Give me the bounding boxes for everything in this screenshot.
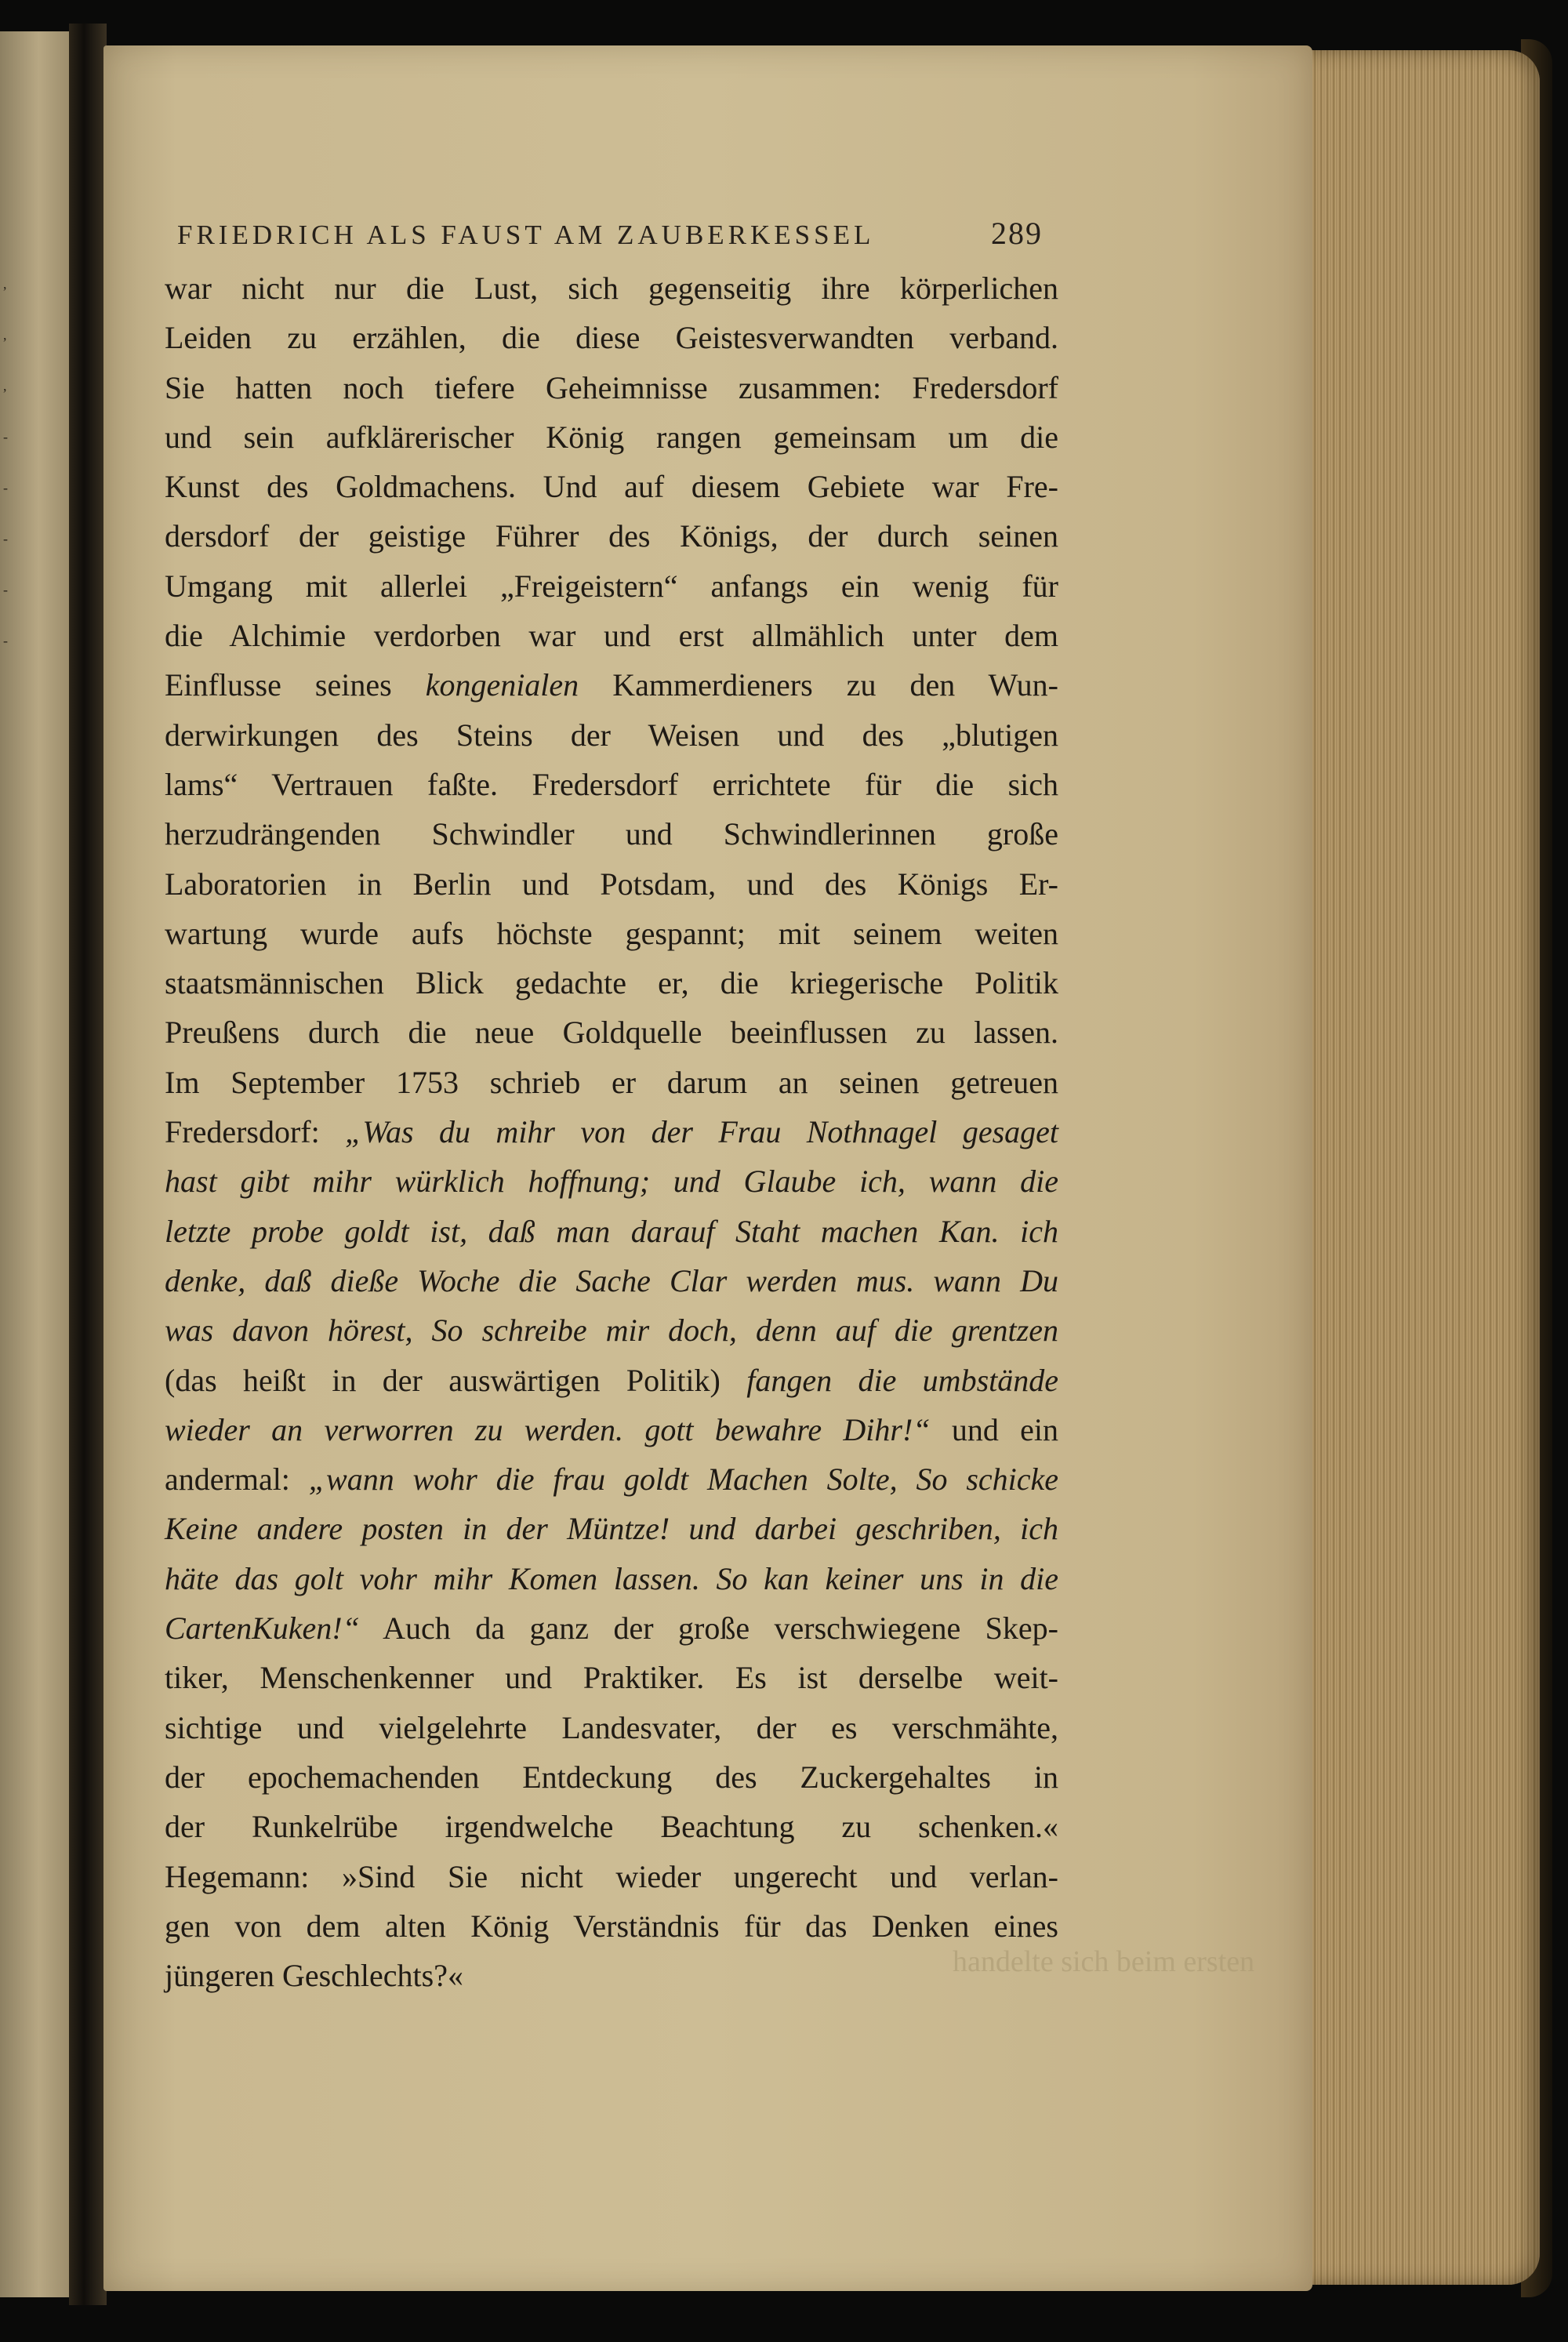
text-segment: Leiden zu erzählen, die diese Geistesverwandten verband. xyxy=(165,320,1058,356)
text-segment: war nicht nur die Lust, sich gegenseitig ihre körperlichen xyxy=(165,271,1058,306)
text-line xyxy=(165,1305,1058,1355)
text-segment: sichtige und vielgelehrte Landesvater, der es verschmähte, xyxy=(165,1709,1058,1745)
text-segment: Hegemann: »Sind Sie nicht wieder ungerecht und verlan- xyxy=(165,1858,1058,1894)
text-line xyxy=(165,611,1058,660)
text-line xyxy=(165,1603,1058,1653)
italic-quote-segment: hast gibt mihr würklich hoffnung; und Glaube ich, wann die xyxy=(165,1164,1058,1200)
text-line xyxy=(165,710,1058,760)
text-segment: dersdorf der geistige Führer des Königs, der durch seinen xyxy=(165,518,1058,554)
text-segment: staatsmännischen Blick gedachte er, die kriegerische Politik xyxy=(165,965,1058,1001)
text-segment: Im September 1753 schrieb er darum an seinen getreuen xyxy=(165,1064,1058,1100)
text-line xyxy=(165,1256,1058,1305)
text-line xyxy=(165,263,1058,313)
italic-quote-segment: kongenialen xyxy=(425,667,579,703)
text-segment: derwirkungen des Steins der Weisen und des „blutigen xyxy=(165,717,1058,753)
text-segment: der epochemachenden Entdeckung des Zuckergehaltes in xyxy=(165,1759,1058,1795)
text-segment: Sie hatten noch tiefere Geheimnisse zusammen: Fredersdorf xyxy=(165,369,1058,405)
text-line xyxy=(165,1156,1058,1206)
text-line xyxy=(165,1058,1058,1107)
text-segment: Einflusse seines xyxy=(165,667,426,703)
text-line xyxy=(165,660,1058,710)
italic-quote-segment: „wann wohr die frau goldt Machen Solte, So schicke xyxy=(308,1461,1059,1498)
text-line xyxy=(165,511,1058,561)
text-line xyxy=(165,1554,1058,1603)
text-segment: (das heißt in der auswärtigen Politik) xyxy=(165,1362,747,1398)
text-line xyxy=(165,412,1058,462)
text-line xyxy=(165,1454,1058,1504)
text-segment: Auch da ganz der große verschwiegene Skep- xyxy=(359,1610,1058,1647)
text-segment: wartung wurde aufs höchste gespannt; mit seinem weiten xyxy=(165,915,1058,951)
italic-quote-segment: wieder an verworren zu werden. gott bewahre Dihr!“ xyxy=(165,1411,931,1447)
left-page-edge xyxy=(0,31,71,2297)
text-segment: und ein xyxy=(930,1411,1058,1447)
text-line xyxy=(165,1405,1058,1454)
left-page-margin-marks: , , , - - - - - xyxy=(3,276,8,648)
page-header xyxy=(177,215,1043,262)
page-number: 289 xyxy=(991,216,1043,251)
text-segment: der Runkelrübe irgendwelche Beachtung zu schenken.« xyxy=(165,1809,1058,1845)
text-line xyxy=(165,859,1058,909)
text-line xyxy=(165,462,1058,511)
text-segment: Umgang mit allerlei „Freigeistern“ anfangs ein wenig für xyxy=(165,568,1058,604)
text-line xyxy=(165,1356,1058,1405)
text-line xyxy=(165,1504,1058,1553)
text-line xyxy=(165,1207,1058,1256)
text-segment: herzudrängenden Schwindler und Schwindlerinnen große xyxy=(165,816,1058,852)
text-segment: und sein aufklärerischer König rangen gemeinsam um die xyxy=(165,419,1058,455)
text-line xyxy=(165,561,1058,611)
text-line xyxy=(165,1653,1058,1702)
italic-quote-segment: letzte probe goldt ist, daß man darauf Staht machen Kan. ich xyxy=(165,1213,1058,1249)
text-line xyxy=(165,1852,1058,1901)
text-segment: lams“ Vertrauen faßte. Fredersdorf errichtete für die sich xyxy=(165,766,1058,802)
text-line xyxy=(165,1802,1058,1851)
text-line xyxy=(165,1951,1058,2000)
text-segment: die Alchimie verdorben war und erst allmählich unter dem xyxy=(165,618,1058,654)
italic-quote-segment: denke, daß dieße Woche die Sache Clar werden mus. wann Du xyxy=(165,1262,1058,1298)
running-head: FRIEDRICH ALS FAUST AM ZAUBERKESSEL xyxy=(177,220,875,250)
body-text xyxy=(165,263,1058,2000)
text-segment: jüngeren Geschlechts?« xyxy=(165,1958,463,1994)
italic-quote-segment: CartenKuken!“ xyxy=(165,1610,360,1647)
text-line xyxy=(165,1703,1058,1752)
text-line xyxy=(165,1008,1058,1057)
text-line xyxy=(165,909,1058,958)
text-segment: Fredersdorf: xyxy=(165,1114,346,1150)
italic-quote-segment: was davon hörest, So schreibe mir doch, denn auf die grentzen xyxy=(165,1313,1058,1349)
text-line xyxy=(165,1107,1058,1156)
text-line xyxy=(165,1901,1058,1951)
book-gutter xyxy=(69,24,107,2305)
text-line xyxy=(165,809,1058,859)
italic-quote-segment: Keine andere posten in der Müntze! und darbei geschriben, ich xyxy=(165,1511,1058,1547)
italic-quote-segment: „Was du mihr von der Frau Nothnagel gesaget xyxy=(345,1114,1059,1150)
text-segment: Kunst des Goldmachens. Und auf diesem Gebiete war Fre- xyxy=(165,469,1058,505)
text-segment: Preußens durch die neue Goldquelle beeinflussen zu lassen. xyxy=(165,1015,1058,1051)
text-line xyxy=(165,760,1058,809)
bleed-through-text: handelte sich beim ersten xyxy=(953,1945,1255,1978)
text-segment: gen von dem alten König Verständnis für das Denken eines xyxy=(165,1908,1058,1944)
text-line xyxy=(165,958,1058,1008)
italic-quote-segment: fangen die umbstände xyxy=(746,1362,1058,1398)
text-line xyxy=(165,1752,1058,1802)
page-block-edge xyxy=(1305,50,1540,2285)
text-line xyxy=(165,313,1058,362)
text-segment: Laboratorien in Berlin und Potsdam, und des Königs Er- xyxy=(165,866,1058,902)
text-segment: andermal: xyxy=(165,1461,309,1498)
text-segment: Kammerdieners zu den Wun- xyxy=(579,667,1058,703)
text-segment: tiker, Menschenkenner und Praktiker. Es ist derselbe weit- xyxy=(165,1660,1058,1696)
italic-quote-segment: häte das golt vohr mihr Komen lassen. So kan keiner uns in die xyxy=(165,1560,1058,1596)
text-line xyxy=(165,363,1058,412)
